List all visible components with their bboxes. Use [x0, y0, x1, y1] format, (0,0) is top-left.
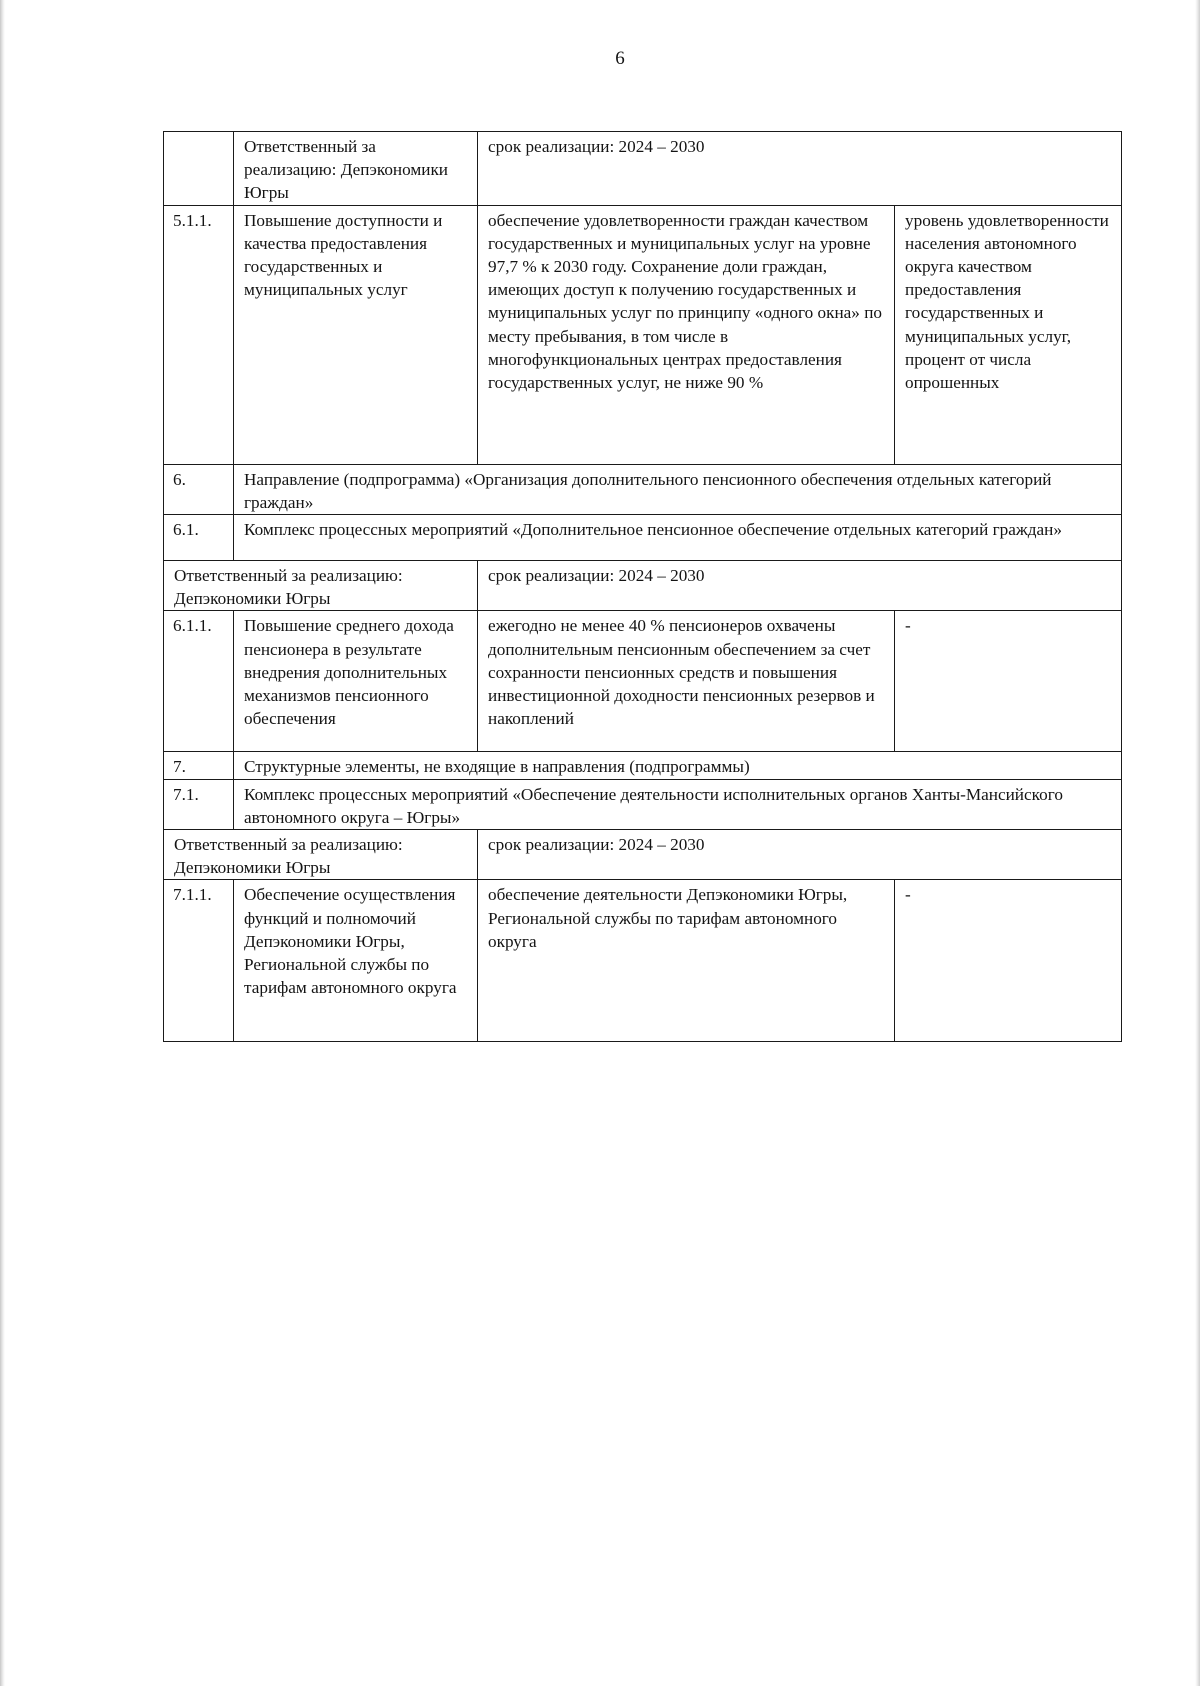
section5-responsible-row [164, 132, 1122, 206]
section7-term: срок реализации: 2024 – 2030 [478, 830, 1122, 880]
table-row-7-1-1 [164, 880, 1122, 1042]
row-6-1-1-effect: ежегодно не менее 40 % пенсионеров охвачены дополнительным пенсионным обеспечением за счет сохранности пенсионных средств и повышения инвестиционной доходности пенсионных резервов и накоплений [478, 611, 895, 752]
row-7-number: 7. [164, 752, 234, 779]
section5-responsible: Ответственный за реализацию: Депэкономики Югры [234, 132, 478, 206]
row-6-text: Направление (подпрограмма) «Организация дополнительного пенсионного обеспечения отдельных категорий граждан» [234, 464, 1122, 514]
section6-term: срок реализации: 2024 – 2030 [478, 561, 1122, 611]
row-7-1-1-number: 7.1.1. [164, 880, 234, 1042]
row-7-1-number: 7.1. [164, 779, 234, 829]
row-7-1-text: Комплекс процессных мероприятий «Обеспечение деятельности исполнительных органов Ханты-Мансийского автономного округа – Югры» [234, 779, 1122, 829]
section7-responsible-row [164, 830, 1122, 880]
row-7-1-1-task: Обеспечение осуществления функций и полномочий Депэкономики Югры, Региональной службы по тарифам автономного округа [234, 880, 478, 1042]
row-6-1-number: 6.1. [164, 515, 234, 561]
program-structure-table [163, 131, 1122, 1042]
section6-responsible: Ответственный за реализацию: Депэкономики Югры [164, 561, 478, 611]
row-7-1-1-effect: обеспечение деятельности Депэкономики Югры, Региональной службы по тарифам автономного округа [478, 880, 895, 1042]
row-6-1-1-indicator [895, 611, 1122, 752]
scan-edge-right [1195, 0, 1200, 1686]
row-5-1-1-task: Повышение доступности и качества предоставления государственных и муниципальных услуг [234, 205, 478, 464]
table-row-7-1 [164, 779, 1122, 829]
row-6-1-1-indicator-dash: - [905, 616, 911, 636]
table-row-6-1 [164, 515, 1122, 561]
table-row-5-1-1 [164, 205, 1122, 464]
table-row-7 [164, 752, 1122, 779]
section7-responsible: Ответственный за реализацию: Депэкономики Югры [164, 830, 478, 880]
row-6-1-text: Комплекс процессных мероприятий «Дополнительное пенсионное обеспечение отдельных категорий граждан» [234, 515, 1122, 561]
row-7-1-1-indicator-dash: - [905, 885, 911, 905]
row-7-1-1-indicator [895, 880, 1122, 1042]
section5-term: срок реализации: 2024 – 2030 [478, 132, 1122, 206]
row-6-1-1-number: 6.1.1. [164, 611, 234, 752]
section6-responsible-row [164, 561, 1122, 611]
empty-number-cell [164, 132, 234, 206]
row-6-1-1-task: Повышение среднего дохода пенсионера в результате внедрения дополнительных механизмов пенсионного обеспечения [234, 611, 478, 752]
row-5-1-1-number: 5.1.1. [164, 205, 234, 464]
page-number: 6 [615, 48, 625, 69]
row-5-1-1-effect: обеспечение удовлетворенности граждан качеством государственных и муниципальных услуг на уровне 97,7 % к 2030 году. Сохранение доли граждан, имеющих доступ к получению государственных и муниципальных услуг по принципу «одного окна» по месту пребывания, в том числе в многофункциональных центрах предоставления государственных услуг, не ниже 90 % [478, 205, 895, 464]
row-5-1-1-indicator: уровень удовлетворенности населения автономного округа качеством предоставления государственных и муниципальных услуг, процент от числа опрошенных [895, 205, 1122, 464]
row-7-text: Структурные элементы, не входящие в направления (подпрограммы) [234, 752, 1122, 779]
table-row-6 [164, 464, 1122, 514]
scan-edge-left [0, 0, 5, 1686]
table-row-6-1-1 [164, 611, 1122, 752]
row-6-number: 6. [164, 464, 234, 514]
